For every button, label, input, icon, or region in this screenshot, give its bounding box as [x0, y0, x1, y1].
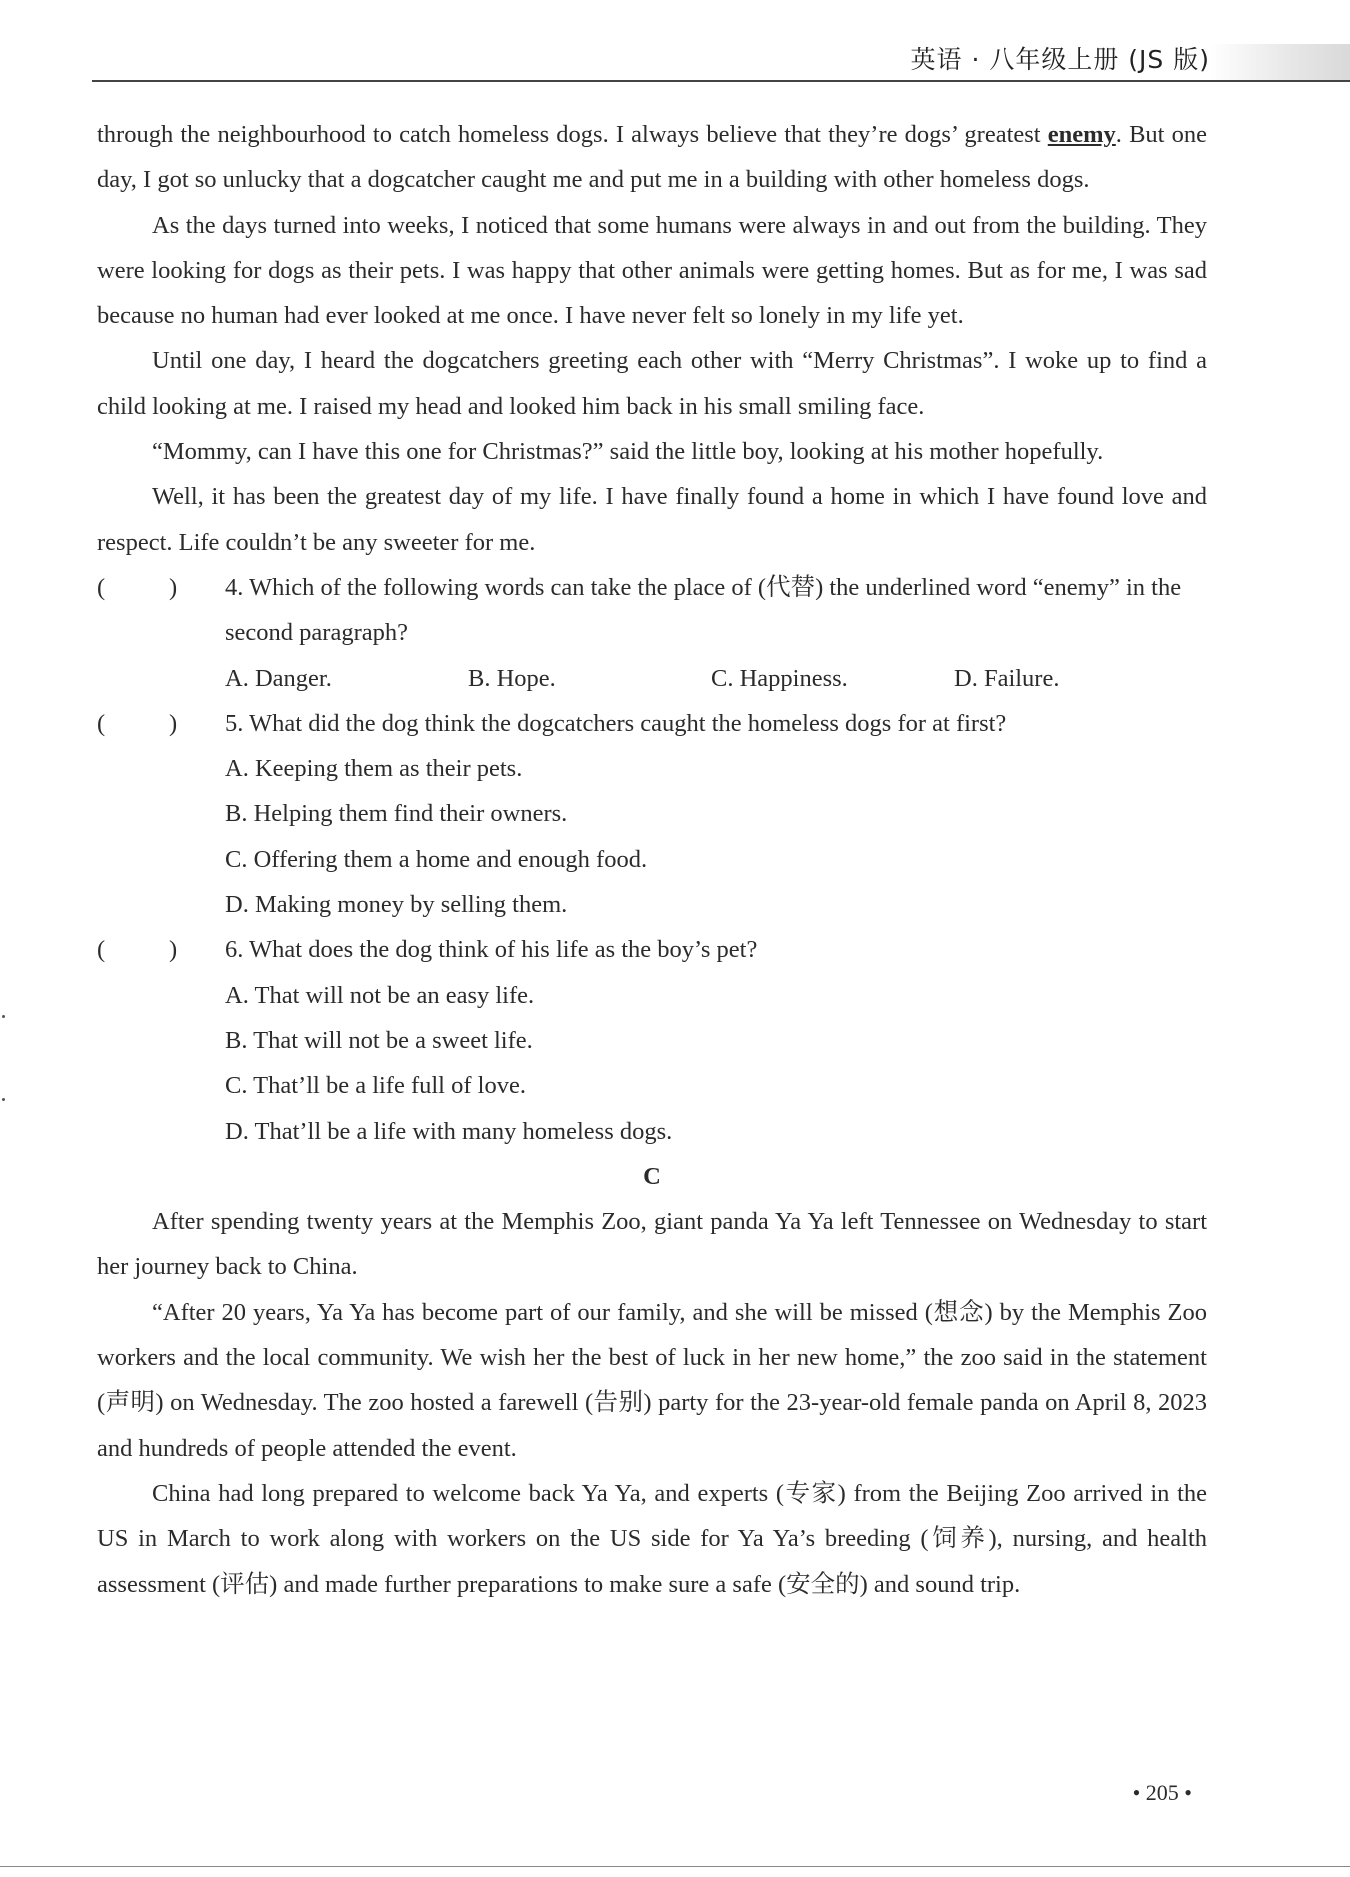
option-c: C. That’ll be a life full of love.: [225, 1072, 526, 1100]
answer-paren-open: (: [97, 573, 106, 601]
option-d: D. That’ll be a life with many homeless dogs.: [225, 1117, 673, 1145]
text-run: through the neighbourhood to catch homeless dogs. I always believe that they’re dogs’ greatest: [97, 121, 1048, 148]
passage-b-paragraph-3: Until one day, I heard the dogcatchers greeting each other with “Merry Christmas”. I woke up to find a child looking at me. I raised my head and looked him back in his small smiling face.: [97, 347, 1207, 420]
option-b: B. Hope.: [468, 664, 556, 692]
option-b: B. That will not be a sweet life.: [225, 1026, 533, 1054]
question-text: 5. What did the dog think the dogcatchers caught the homeless dogs for at first?: [225, 709, 1007, 737]
passage-c-paragraph-1: After spending twenty years at the Memphis Zoo, giant panda Ya Ya left Tennessee on Wednesday to start her journey back to China.: [97, 1208, 1207, 1281]
bottom-rule: [0, 1866, 1350, 1867]
page-number: • 205 •: [1132, 1780, 1192, 1805]
option-b: B. Helping them find their owners.: [225, 800, 568, 828]
header-rule: [92, 80, 1350, 82]
underlined-word: enemy: [1047, 121, 1116, 148]
passage-c-paragraph-3: China had long prepared to welcome back Ya Ya, and experts (专家) from the Beijing Zoo arrived in the US in March to work along with workers on the US side for Ya Ya’s breeding (饲养), nursing, and health assessment (评估) and made further preparations to make sure a safe (安全的) and sound trip.: [97, 1479, 1207, 1598]
option-a: A. Keeping them as their pets.: [225, 755, 523, 783]
answer-paren-close: ): [169, 709, 178, 737]
question-text: 6. What does the dog think of his life as the boy’s pet?: [225, 936, 758, 964]
passage-b-paragraph-1: [97, 112, 1207, 203]
answer-paren-open: (: [97, 709, 106, 737]
header-title: 英语 · 八年级上册 (JS 版): [910, 45, 1210, 74]
passage-c-paragraph-2: “After 20 years, Ya Ya has become part of our family, and she will be missed (想念) by the Memphis Zoo workers and the local community. We wish her the best of luck in her new home,” the zoo said in the statement (声明) on Wednesday. The zoo hosted a farewell (告别) party for the 23-year-old female panda on April 8, 2023 and hundreds of people attended the event.: [97, 1298, 1207, 1462]
section-heading-c: C: [643, 1162, 661, 1190]
answer-paren-open: (: [97, 936, 106, 964]
scan-speck: [2, 1098, 5, 1101]
question-6: [97, 927, 1207, 972]
passage-b-paragraph-2: As the days turned into weeks, I noticed that some humans were always in and out from the building. They were looking for dogs as their pets. I was happy that other animals were getting homes. But as for me, I was sad because no human had ever looked at me once. I have never felt so lonely in my life yet.: [97, 211, 1207, 330]
option-a: A. That will not be an easy life.: [225, 981, 535, 1009]
question-text: 4. Which of the following words can take the place of (代替) the underlined word “enemy” in the second paragraph?: [225, 573, 1182, 647]
passage-b-paragraph-4: “Mommy, can I have this one for Christmas?” said the little boy, looking at his mother hopefully.: [152, 438, 1104, 466]
page-header: [0, 0, 1350, 82]
option-d: D. Making money by selling them.: [225, 891, 568, 919]
answer-paren-close: ): [169, 936, 178, 964]
option-d: D. Failure.: [954, 664, 1060, 692]
question-5: [97, 701, 1207, 746]
option-c: C. Happiness.: [711, 664, 848, 692]
question-4-options: [97, 656, 1207, 701]
answer-paren-close: ): [169, 573, 178, 601]
header-shade: [1210, 44, 1350, 80]
scan-speck: [2, 1015, 5, 1018]
page-content: [97, 112, 1207, 1607]
text-run: . But one day, I got so unlucky that a dogcatcher caught me and put me in a building with other homeless dogs.: [97, 121, 1207, 194]
option-c: C. Offering them a home and enough food.: [225, 845, 648, 873]
option-a: A. Danger.: [225, 664, 332, 692]
passage-b-paragraph-5: Well, it has been the greatest day of my life. I have finally found a home in which I have found love and respect. Life couldn’t be any sweeter for me.: [97, 483, 1207, 556]
question-4: [97, 565, 1207, 656]
